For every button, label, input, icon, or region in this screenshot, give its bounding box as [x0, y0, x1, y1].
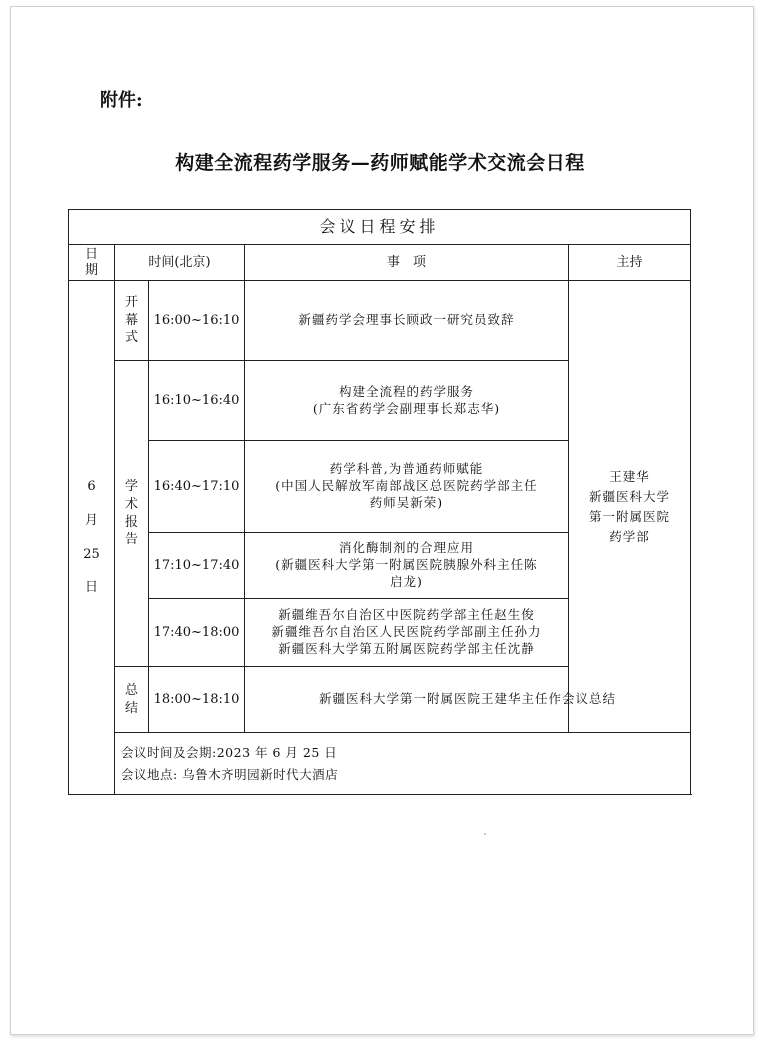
text-line: 启龙) — [390, 573, 423, 589]
vertical-char: 告 — [124, 532, 138, 548]
section-opening — [115, 281, 149, 361]
vertical-char: 总 — [124, 682, 138, 698]
vertical-char: 术 — [124, 496, 138, 512]
meeting-place: 会议地点: 乌鲁木齐明园新时代大酒店 — [121, 766, 339, 782]
item-cell — [245, 281, 569, 361]
vertical-char: 日 — [84, 246, 98, 262]
item-lines — [247, 540, 566, 591]
item-cell — [245, 599, 569, 667]
time-cell: 16:00~16:10 — [149, 281, 245, 361]
host-cell — [569, 281, 691, 733]
attachment-label: 附件: — [100, 90, 143, 111]
text-line: 新疆维吾尔自治区人民医院药学部副主任孙力 — [271, 624, 542, 640]
text-line: 药学部 — [609, 528, 650, 544]
time-cell: 18:00~18:10 — [149, 667, 245, 733]
text-line: 药学科普,为普通药师赋能 — [329, 461, 484, 477]
item-lines — [247, 691, 688, 708]
item-lines — [247, 607, 566, 658]
date-cell — [69, 281, 115, 795]
item-lines — [247, 461, 566, 512]
column-header-host: 主持 — [569, 245, 691, 281]
vertical-char: 学 — [124, 479, 138, 495]
column-header-time: 时间(北京) — [115, 245, 245, 281]
column-header-item: 事 项 — [245, 245, 569, 281]
vertical-char: 开 — [124, 295, 138, 311]
vertical-char: 日 — [84, 580, 98, 596]
text-line: 新疆药学会理事长顾政一研究员致辞 — [298, 312, 515, 328]
item-lines — [247, 384, 566, 418]
vertical-char: 幕 — [124, 312, 138, 328]
vertical-char: 报 — [124, 514, 138, 530]
section-opening-label — [117, 294, 146, 347]
vertical-char: 6 — [87, 478, 96, 494]
schedule-table — [68, 209, 691, 795]
section-summary — [115, 667, 149, 733]
time-cell: 17:40~18:00 — [149, 599, 245, 667]
item-cell — [245, 361, 569, 441]
text-line: (广东省药学会副理事长郑志华) — [312, 400, 501, 416]
text-line: 构建全流程的药学服务 — [338, 383, 474, 399]
schedule-heading: 会议日程安排 — [69, 210, 691, 245]
vertical-char: 结 — [124, 700, 138, 716]
text-line: 新疆维吾尔自治区中医院药学部主任赵生俊 — [278, 607, 535, 623]
vertical-char: 25 — [83, 546, 100, 562]
vertical-char: 式 — [124, 330, 138, 346]
text-line: 药师吴新荣) — [369, 494, 444, 510]
text-line: 新疆医科大学第一附属医院王建华主任作会议总结 — [319, 691, 617, 707]
column-header-date — [69, 245, 115, 281]
item-cell — [245, 667, 691, 733]
time-cell: 16:40~17:10 — [149, 441, 245, 533]
date-text — [71, 470, 112, 605]
item-cell — [245, 441, 569, 533]
vertical-char: 月 — [84, 512, 98, 528]
section-summary-label — [117, 682, 146, 717]
text-line: 第一附属医院 — [589, 508, 671, 524]
host-lines — [571, 467, 688, 547]
vertical-char: 期 — [84, 262, 98, 278]
section-reports — [115, 361, 149, 667]
text-line: 新疆医科大学第五附属医院药学部主任沈静 — [278, 640, 535, 656]
item-lines — [247, 312, 566, 329]
text-line: 消化酶制剂的合理应用 — [338, 540, 474, 556]
time-cell: 16:10~16:40 — [149, 361, 245, 441]
meeting-time: 会议时间及会期:2023 年 6 月 25 日 — [121, 744, 338, 760]
text-line: 新疆医科大学 — [589, 488, 671, 504]
document-title: 构建全流程药学服务—药师赋能学术交流会日程 — [175, 152, 585, 174]
meeting-info — [115, 733, 691, 795]
text-line: 王建华 — [609, 468, 650, 484]
scan-speck — [484, 833, 486, 835]
text-line: (新疆医科大学第一附属医院胰腺外科主任陈 — [275, 557, 538, 573]
item-cell — [245, 533, 569, 599]
time-cell: 17:10~17:40 — [149, 533, 245, 599]
col-date-text — [71, 247, 112, 278]
text-line: (中国人民解放军南部战区总医院药学部主任 — [275, 478, 538, 494]
section-reports-label — [117, 478, 146, 548]
